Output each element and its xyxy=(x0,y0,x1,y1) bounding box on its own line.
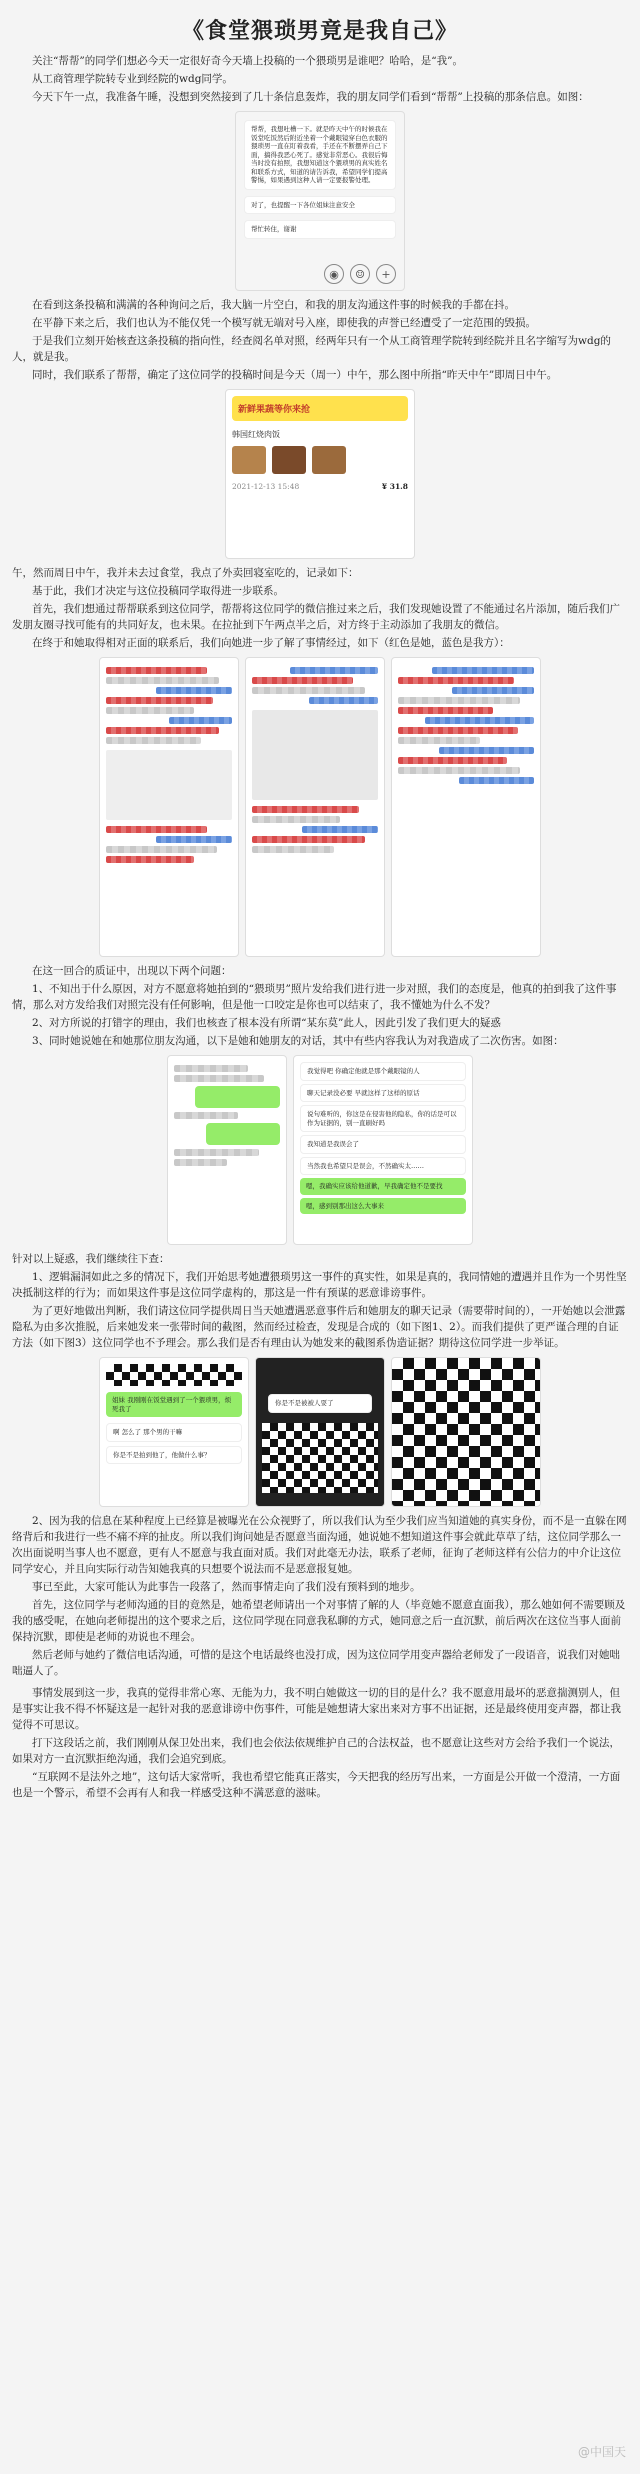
order-time: 2021-12-13 15:48 xyxy=(232,482,300,491)
para: 首先，这位同学与老师沟通的目的竟然是，她希望老师请出一个对事情了解的人（毕竟她不愿意直面我），那么她如何不需要顾及我的感受呢，在她向老师提出的这个要求之后，这位同学现在同意我私聊的方式，她同意之后一直沉默，前后两次在这位当事人面前保持沉默，即使是老师的劝说也不理会。 xyxy=(12,1599,626,1643)
food-image xyxy=(312,446,346,474)
chat-bubble: 聊天记录没必要 早就这样了这样的原话 xyxy=(300,1084,466,1103)
para: 然后老师与她约了微信电话沟通，可惜的是这个电话最终也没打成，因为这位同学用变声器给老师发了一段语音，说我们对她咄咄逼人了。 xyxy=(12,1649,620,1677)
para: 基于此，我们才决定与这位投稿同学取得进一步联系。 xyxy=(32,585,284,597)
emoji-icon[interactable]: ☺ xyxy=(350,264,370,284)
plus-icon[interactable]: + xyxy=(376,264,396,284)
chat-panel xyxy=(245,657,385,957)
para: 事已至此，大家可能认为此事告一段落了，然而事情走向了我们没有预料到的地步。 xyxy=(32,1581,421,1593)
para: 在看到这条投稿和满满的各种询问之后，我大脑一片空白，和我的朋友沟通这件事的时候我的手都在抖。 xyxy=(32,299,515,311)
chat-bubble: 你是不是拍到他了，他做什么事？ xyxy=(106,1446,242,1465)
para: 打下这段话之前，我们刚刚从保卫处出来，我们也会依法依规维护自己的合法权益，也不愿意让这些对方会给予我们一个说法，如果对方一直沉默拒绝沟通，我们会追究到底。 xyxy=(12,1737,620,1765)
chat-bubble: 啊 怎么了 那个男的干嘛 xyxy=(106,1423,242,1442)
shop-name: 韩国红烧肉饭 xyxy=(232,430,280,439)
screenshot-order xyxy=(225,389,415,559)
evidence-panel-2 xyxy=(255,1357,385,1507)
chat-bubble: 帮忙转住，谢谢 xyxy=(244,220,396,239)
chat-panel xyxy=(391,657,541,957)
para: 事情发展到这一步，我真的觉得非常心寒、无能为力，我不明白她做这一切的目的是什么？我不愿意用最坏的恶意揣测别人，但是事实让我不得不怀疑这是一起针对我的恶意诽谤中伤事件，可能是她想请大家出来对方事不出证据，还是最终使用变声器，都让我觉得不可思议。 xyxy=(12,1687,621,1731)
para: 2、因为我的信息在某种程度上已经算是被曝光在公众视野了，所以我们认为至少我们应当知道她的真实身份，而不是一直躲在网络背后和我进行一些不痛不痒的扯皮。所以我们询问她是否愿意当面沟通，她说她不想知道这件事会就此草草了结，这位同学那么一次出面说明当事人也不愿意，更有人不愿意与我直面对质。我们对此毫无办法，联系了老师，征询了老师这样有公信力的中介让这位同学安心，并且向实际行动告知她我真的只想要个说法而不是恶意报复她。 xyxy=(12,1515,627,1575)
chat-bubble: 姐妹 我刚刚在饭堂遇到了一个猥琐男，烦死我了 xyxy=(106,1392,242,1417)
mosaic-block xyxy=(262,1423,378,1493)
watermark: @中国天 xyxy=(577,2445,626,2459)
para: 首先，我们想通过帮帮联系到这位同学，帮帮将这位同学的微信推过来之后，我们发现她设置了不能通过名片添加，随后我们广发朋友圈寻找可能有的共同好友，也未果。在拉扯到下午两点半之后，对方终于主动添加了我朋友的微信。 xyxy=(12,603,620,631)
food-image xyxy=(232,446,266,474)
intro-line-2: 从工商管理学院转专业到经院的wdg同学。 xyxy=(32,73,233,85)
page-title: 《食堂猥琐男竟是我自己》 xyxy=(181,18,458,44)
chat-panel xyxy=(167,1055,287,1245)
para: 在平静下来之后，我们也认为不能仅凭一个模写就无端对号入座，即使我的声誉已经遭受了一定范围的毁损。 xyxy=(32,317,536,329)
order-price: ¥ 31.8 xyxy=(381,482,408,491)
para: 于是我们立刻开始核查这条投稿的指向性，经查阅名单对照，经两年只有一个从工商管理学院转到经院并且名字缩写为wdg的人，就是我。 xyxy=(12,335,611,363)
para: 3、同时她说她在和她那位朋友沟通，以下是她和她朋友的对话，其中有些内容我认为对我造成了二次伤害。如图： xyxy=(32,1035,564,1047)
evidence-panel-1 xyxy=(99,1357,249,1507)
chat-bubble: 说句难听的，你这是在侵害他的隐私，你的话是可以作为证据的，别一直刷好吗 xyxy=(300,1105,466,1132)
chat-panel xyxy=(293,1055,473,1245)
chat-bubble: 你是不是被被人耍了 xyxy=(268,1394,372,1413)
screenshot-evidence xyxy=(12,1357,628,1507)
para: 午，然而周日中午，我并未去过食堂，我点了外卖回寝室吃的，记录如下： xyxy=(12,567,359,579)
mosaic-block xyxy=(106,1364,242,1386)
para: 为了更好地做出判断，我们请这位同学提供周日当天她遭遇恶意事件后和她朋友的聊天记录（需要带时间的），一开始她以会泄露隐私为由多次推脱，后来她发来一张带时间的截图，然而经过检查，发现是合成的（如下图1、2）。而我们提供了更严谨合理的自证方法（如下图3）这位同学也不予理会。那么我们是否有理由认为她发来的截图系伪造证据？期待这位同学进一步举证。 xyxy=(12,1305,626,1349)
chat-bubble: 我知道是我误会了 xyxy=(300,1135,466,1154)
screenshot-chat-group xyxy=(12,657,628,957)
chat-bubble: 我觉得吧 你确定他就是那个戴眼镜的人 xyxy=(300,1062,466,1081)
para: 在这一回合的质证中，出现以下两个问题： xyxy=(32,965,232,977)
chat-bubble: 嗯，感到别那出这么大事来 xyxy=(300,1198,466,1215)
chat-bubble: 嗯，我确实应该给他道歉，早我确定他不是要找 xyxy=(300,1178,466,1195)
chat-bubble xyxy=(195,1086,280,1108)
chat-panel xyxy=(99,657,239,957)
para: 针对以上疑惑，我们继续往下查： xyxy=(12,1253,170,1265)
para: “互联网不是法外之地”，这句话大家常听，我也希望它能真正落实，今天把我的经历写出来，一方面是公开做一个澄清，一方面也是一个警示，希望不会再有人和我一样感受这种不满恶意的滋味。 xyxy=(12,1771,621,1799)
chat-bubble xyxy=(206,1123,280,1145)
para: 同时，我们联系了帮帮，确定了这位同学的投稿时间是今天（周一）中午，那么图中所指“昨天中午”即周日中午。 xyxy=(32,369,558,381)
chat-bubble: 当然我也希望只是误会，不然确实太…… xyxy=(300,1157,466,1176)
para: 1、逻辑漏洞如此之多的情况下，我们开始思考她遭猥琐男这一事件的真实性，如果是真的，我同情她的遭遇并且作为一个男性坚决抵制这样的行为；而如果这件事是这位同学虚构的，那这是一件有预谋的恶意诽谤事件。 xyxy=(12,1271,627,1299)
screenshot-friend-chat xyxy=(12,1055,628,1245)
promo-banner: 新鲜果蔬等你来抢 xyxy=(232,396,408,421)
intro-line-3: 今天下午一点，我准备午睡，没想到突然接到了几十条信息轰炸，我的朋友同学们看到“帮帮”上投稿的那条信息。如图： xyxy=(32,91,589,103)
evidence-panel-3 xyxy=(391,1357,541,1507)
chat-bubble: 对了，也提醒一下各位姐妹注意安全 xyxy=(244,196,396,215)
para: 1、不知出于什么原因，对方不愿意将她拍到的“猥琐男”照片发给我们进行进一步对照，我们的态度是，他真的拍到我了这件事情，那么对方发给我们对照完没有任何影响，但是他一口咬定是你也可以结束了，我不懂她为什么不发？ xyxy=(12,983,617,1011)
para: 在终于和她取得相对正面的联系后，我们向她进一步了解了事情经过，如下（红色是她，蓝色是我方）： xyxy=(32,637,510,649)
para: 2、对方所说的打错字的理由，我们也核查了根本没有所谓“某东莫”此人，因此引发了我们更大的疑惑 xyxy=(32,1017,501,1029)
screenshot-submission xyxy=(235,111,405,291)
chat-bubble: 帮帮，我想吐槽一下。就是昨天中午的时候我在饭堂吃饭然后附近坐着一个戴眼镜穿白色衣服的猥琐男一直在盯着我看，手还在不断摆弄自己下面，搞得我恶心死了。感觉非常恶心。我很后悔当时没有拍照，我想知道这个猥琐男的真实姓名和联系方式，知道的请告诉我，希望同学们提高警惕，如果遇到这种人请一定要报警处理。 xyxy=(244,120,396,190)
voice-icon[interactable]: ◉ xyxy=(324,264,344,284)
food-image xyxy=(272,446,306,474)
intro-line-1: 关注“帮帮”的同学们想必今天一定很好奇今天墙上投稿的一个猥琐男是谁吧？哈哈，是“我”。 xyxy=(32,55,463,67)
